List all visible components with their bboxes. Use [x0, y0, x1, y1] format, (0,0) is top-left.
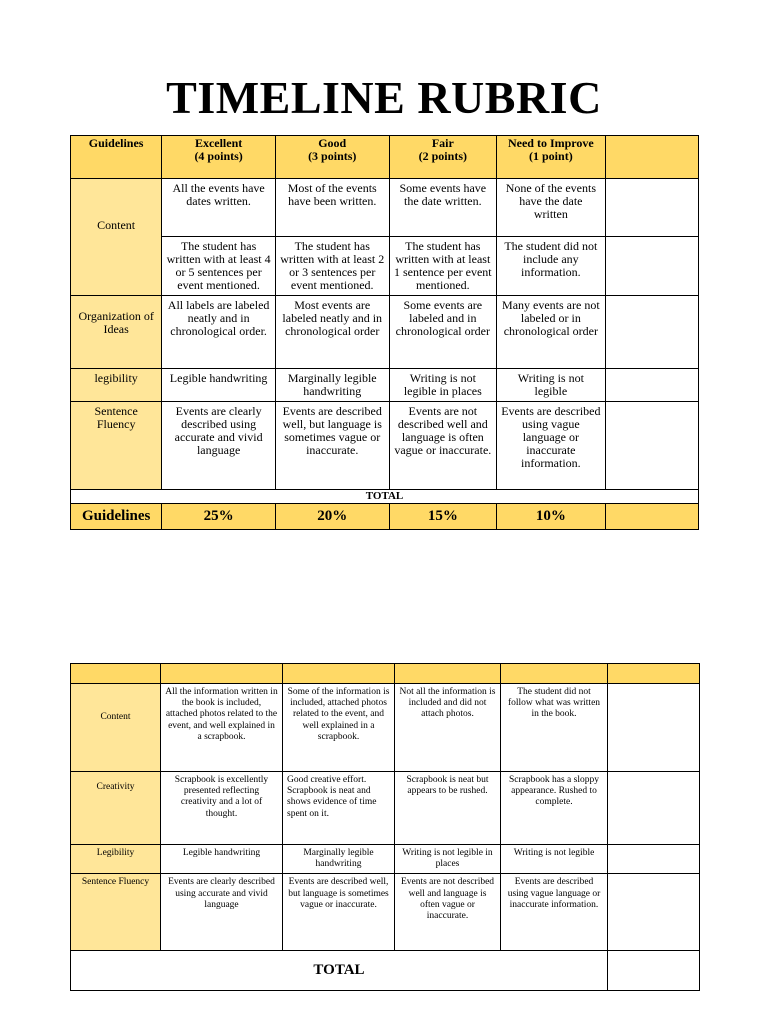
header-blank — [605, 136, 698, 179]
table-cell: None of the events have the date written — [497, 179, 606, 237]
table-cell-blank — [605, 402, 698, 490]
table-cell: The student did not follow what was written in the book. — [501, 684, 608, 772]
table-cell: Writing is not legible — [501, 845, 608, 874]
table-cell: Most events are labeled neatly and in chronological order — [275, 296, 389, 369]
weight-good: 20% — [275, 504, 389, 530]
table-cell-blank — [608, 772, 700, 845]
weight-need-to-improve: 10% — [497, 504, 606, 530]
row-label-organization: Organization of Ideas — [71, 296, 162, 369]
table-cell: Many events are not labeled or in chronological order — [497, 296, 606, 369]
total-label: TOTAL — [71, 490, 699, 504]
table-cell: The student has written with at least 4 or 5 sentences per event mentioned. — [162, 237, 276, 296]
total-value-blank — [608, 951, 700, 991]
header-blank — [283, 664, 395, 684]
header-blank — [161, 664, 283, 684]
table-cell: Writing is not legible in places — [395, 845, 501, 874]
table-cell: The student did not include any information. — [497, 237, 606, 296]
table-cell: Marginally legible handwriting — [275, 369, 389, 402]
header-guidelines: Guidelines — [71, 136, 162, 179]
table-cell-blank — [608, 684, 700, 772]
table-cell: Events are described well, but language is sometimes vague or inaccurate. — [275, 402, 389, 490]
table-cell-blank — [605, 296, 698, 369]
table-row — [71, 237, 699, 296]
table-cell: Events are not described well and language is often vague or inaccurate. — [395, 874, 501, 951]
table-cell: All the events have dates written. — [162, 179, 276, 237]
header-good — [275, 136, 389, 179]
table-cell: Events are clearly described using accurate and vivid language — [162, 402, 276, 490]
table-cell: Writing is not legible — [497, 369, 606, 402]
row-label-sentence-fluency: Sentence Fluency — [71, 874, 161, 951]
table-cell: Events are clearly described using accurate and vivid language — [161, 874, 283, 951]
table-cell: The student has written with at least 1 sentence per event mentioned. — [389, 237, 497, 296]
table-cell: Writing is not legible in places — [389, 369, 497, 402]
table-cell-blank — [608, 845, 700, 874]
table-cell: Scrapbook is excellently presented reflecting creativity and a lot of thought. — [161, 772, 283, 845]
table-row — [71, 296, 699, 369]
header-excellent — [162, 136, 276, 179]
table-cell: Scrapbook has a sloppy appearance. Rushed to complete. — [501, 772, 608, 845]
table-row — [71, 874, 700, 951]
table-cell: Events are described using vague language or inaccurate information. — [497, 402, 606, 490]
total-row — [71, 951, 700, 991]
header-row — [71, 136, 699, 179]
page-title: TIMELINE RUBRIC — [166, 72, 602, 123]
header-points: (3 points) — [308, 149, 357, 163]
table-cell: Some of the information is included, attached photos related to the event, and well explained in a scrapbook. — [283, 684, 395, 772]
header-blank — [71, 664, 161, 684]
table-cell: Most of the events have been written. — [275, 179, 389, 237]
row-label-legibility: Legibility — [71, 845, 161, 874]
header-need-to-improve — [497, 136, 606, 179]
header-points: (2 points) — [418, 149, 467, 163]
table-row — [71, 179, 699, 237]
weight-fair: 15% — [389, 504, 497, 530]
table-cell: All the information written in the book is included, attached photos related to the event, and well explained in a scrapbook. — [161, 684, 283, 772]
table-cell: Events are described using vague language or inaccurate information. — [501, 874, 608, 951]
table-cell: The student has written with at least 2 or 3 sentences per event mentioned. — [275, 237, 389, 296]
header-label: Excellent — [194, 136, 243, 150]
table-cell: Not all the information is included and did not attach photos. — [395, 684, 501, 772]
header-label: Need to Improve — [507, 136, 594, 150]
header-blank — [395, 664, 501, 684]
table-cell: Legible handwriting — [162, 369, 276, 402]
row-label-content: Content — [71, 179, 162, 296]
row-label-sentence-fluency: Sentence Fluency — [71, 402, 162, 490]
table-cell: Marginally legible handwriting — [283, 845, 395, 874]
weights-label: Guidelines — [71, 504, 162, 530]
table-row — [71, 402, 699, 490]
header-blank — [501, 664, 608, 684]
row-label-content: Content — [71, 684, 161, 772]
header-label: Good — [318, 136, 347, 150]
header-fair — [389, 136, 497, 179]
table-cell: All labels are labeled neatly and in chronological order. — [162, 296, 276, 369]
table-cell: Good creative effort. Scrapbook is neat and shows evidence of time spent on it. — [283, 772, 395, 845]
table-cell: Scrapbook is neat but appears to be rushed. — [395, 772, 501, 845]
header-points: (4 points) — [194, 149, 243, 163]
table-cell: Some events have the date written. — [389, 179, 497, 237]
weight-blank — [605, 504, 698, 530]
table-cell-blank — [605, 237, 698, 296]
weight-excellent: 25% — [162, 504, 276, 530]
table-cell-blank — [605, 179, 698, 237]
table-row — [71, 684, 700, 772]
timeline-rubric-table — [70, 135, 699, 530]
table-cell: Some events are labeled and in chronological order — [389, 296, 497, 369]
total-label: TOTAL — [71, 951, 608, 991]
total-row — [71, 490, 699, 504]
header-label: Fair — [431, 136, 454, 150]
table-cell: Events are not described well and language is often vague or inaccurate. — [389, 402, 497, 490]
weights-row — [71, 504, 699, 530]
row-label-creativity: Creativity — [71, 772, 161, 845]
table-cell: Events are described well, but language is sometimes vague or inaccurate. — [283, 874, 395, 951]
table-row — [71, 845, 700, 874]
table-cell: Legible handwriting — [161, 845, 283, 874]
header-row — [71, 664, 700, 684]
table-row — [71, 369, 699, 402]
row-label-legibility: legibility — [71, 369, 162, 402]
table-cell-blank — [608, 874, 700, 951]
table-row — [71, 772, 700, 845]
header-points: (1 point) — [529, 149, 573, 163]
scrapbook-rubric-table — [70, 663, 700, 991]
header-blank — [608, 664, 700, 684]
table-cell-blank — [605, 369, 698, 402]
